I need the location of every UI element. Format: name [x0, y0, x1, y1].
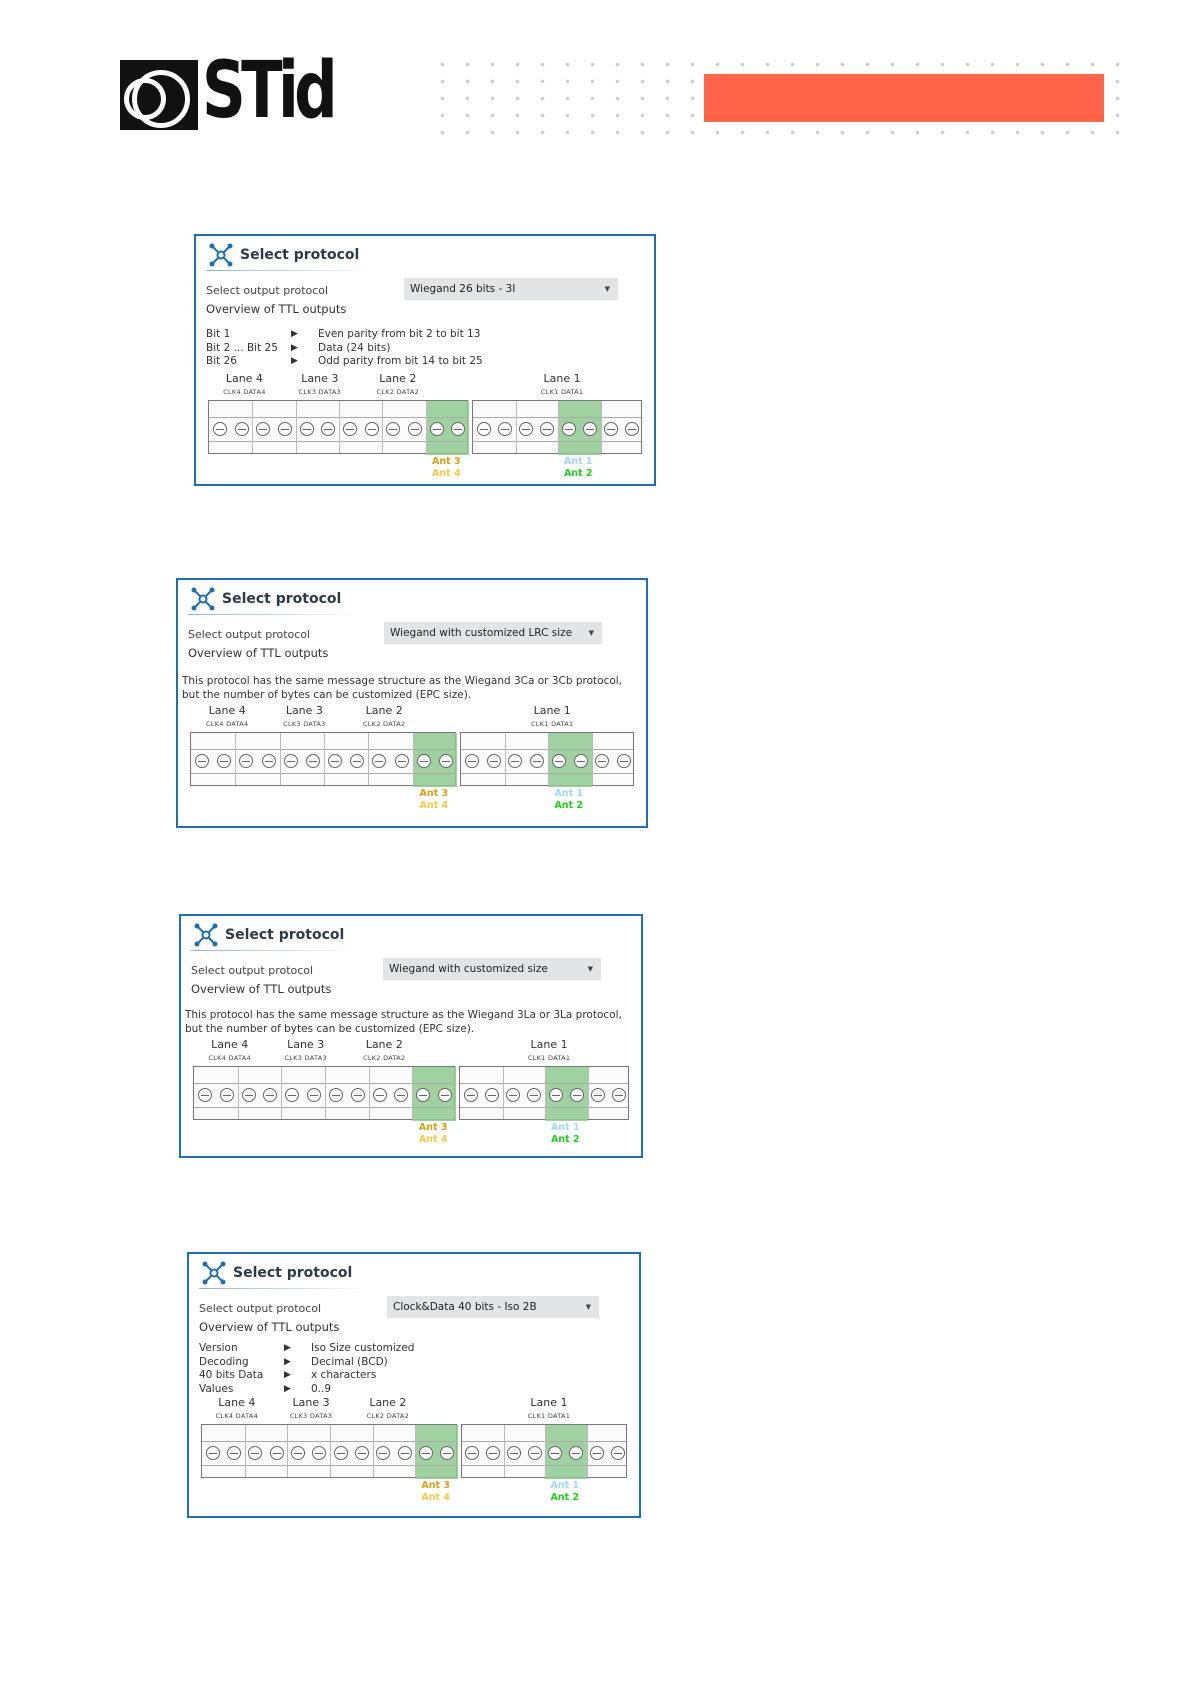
protocol-description: This protocol has the same message structure as the Wiegand 3La or 3La protocol, but the number of bytes can be customized (EPC size).: [185, 1009, 622, 1035]
antenna-label: Ant 1: [563, 456, 593, 467]
block-bottom-edge: [194, 1107, 454, 1108]
stid-logo: [120, 46, 360, 136]
terminal-screw: [570, 1088, 584, 1102]
protocol-dropdown-value: Wiegand 26 bits - 3I: [410, 283, 516, 295]
block-top-edge: [194, 1083, 454, 1084]
block-divider: [412, 1067, 413, 1119]
block-top-edge: [473, 417, 641, 418]
detail-value: Data (24 bits): [318, 341, 391, 354]
overview-label: Overview of TTL outputs: [199, 1320, 340, 1334]
antenna-label: Ant 2: [550, 1492, 580, 1503]
terminal-screw: [617, 754, 631, 768]
select-protocol-label: Select output protocol: [188, 628, 311, 641]
lane-label: Lane 2: [365, 704, 403, 717]
detail-key: Bit 26: [206, 355, 237, 367]
ttl-connector-diagram: [190, 704, 634, 814]
title-underline: [206, 270, 376, 271]
lane-signals: CLK1 DATA1: [527, 1412, 571, 1420]
terminal-screw: [372, 754, 386, 768]
protocol-panel: [176, 578, 648, 828]
terminal-screw: [355, 1446, 369, 1460]
terminal-block-left: [208, 400, 468, 454]
panel-header: [193, 920, 344, 950]
antenna-label: Ant 2: [554, 800, 584, 811]
block-divider: [339, 401, 340, 453]
block-bottom-edge: [462, 1465, 626, 1466]
lane-label: Lane 3: [285, 704, 323, 717]
block-divider: [413, 733, 414, 785]
terminal-screw: [285, 1088, 299, 1102]
terminal-block-right: [461, 1424, 627, 1478]
antenna-label: Ant 2: [550, 1134, 580, 1145]
title-underline: [199, 1288, 369, 1289]
lane-label: Lane 3: [287, 1038, 325, 1051]
block-divider: [592, 733, 593, 785]
block-divider: [382, 401, 383, 453]
antenna-label: Ant 1: [550, 1480, 580, 1491]
block-divider: [325, 1067, 326, 1119]
terminal-block-right: [460, 732, 634, 786]
terminal-screw: [307, 1088, 321, 1102]
terminal-screw: [328, 754, 342, 768]
select-protocol-label: Select output protocol: [191, 964, 314, 977]
terminal-screw: [506, 1088, 520, 1102]
block-divider: [281, 1067, 282, 1119]
panel-title: Select protocol: [240, 247, 360, 263]
lane-label: Lane 3: [301, 372, 339, 385]
chevron-down-icon: ▼: [588, 629, 594, 637]
terminal-screw: [530, 754, 544, 768]
block-top-edge: [460, 1083, 628, 1084]
terminal-screw: [300, 422, 314, 436]
block-divider: [245, 1425, 246, 1477]
terminal-screw: [507, 1446, 521, 1460]
terminal-screw: [487, 754, 501, 768]
terminal-screw: [198, 1088, 212, 1102]
terminal-screw: [217, 754, 231, 768]
terminal-screw: [438, 1088, 452, 1102]
block-top-edge: [461, 749, 633, 750]
terminal-screw: [498, 422, 512, 436]
lane-label: Lane 2: [365, 1038, 403, 1051]
overview-label: Overview of TTL outputs: [191, 982, 332, 996]
block-divider: [504, 1425, 505, 1477]
lane-label: Lane 4: [211, 1038, 249, 1051]
terminal-screw: [419, 1446, 433, 1460]
lane-signals: CLK4 DATA4: [223, 388, 266, 396]
terminal-screw: [306, 754, 320, 768]
lane-signals: CLK4 DATA4: [208, 1054, 251, 1062]
terminal-screw: [574, 754, 588, 768]
terminal-screw: [590, 1446, 604, 1460]
block-divider: [426, 401, 427, 453]
terminal-screw: [464, 1088, 478, 1102]
terminal-screw: [239, 754, 253, 768]
terminal-screw: [256, 422, 270, 436]
block-divider: [369, 1067, 370, 1119]
lane-signals: CLK2 DATA2: [376, 388, 420, 396]
protocol-hub-icon: [208, 242, 234, 268]
block-bottom-edge: [461, 773, 633, 774]
block-divider: [516, 401, 517, 453]
block-divider: [330, 1425, 331, 1477]
ttl-connector-diagram: [208, 372, 642, 482]
block-divider: [368, 733, 369, 785]
terminal-screw: [612, 1088, 626, 1102]
block-divider: [296, 401, 297, 453]
lane-label: Lane 1: [530, 1396, 568, 1409]
terminal-screw: [528, 1446, 542, 1460]
terminal-screw: [527, 1088, 541, 1102]
protocol-dropdown-value: Wiegand with customized size: [389, 963, 548, 975]
terminal-screw: [270, 1446, 284, 1460]
terminal-screw: [278, 422, 292, 436]
terminal-screw: [486, 1446, 500, 1460]
lane-label: Lane 1: [533, 704, 571, 717]
antenna-label: Ant 4: [432, 468, 461, 479]
terminal-screw: [350, 754, 364, 768]
terminal-screw: [519, 422, 533, 436]
play-icon: ▶: [284, 1383, 291, 1394]
protocol-hub-icon: [201, 1260, 227, 1286]
block-divider: [415, 1425, 416, 1477]
block-divider: [238, 1067, 239, 1119]
block-divider: [373, 1425, 374, 1477]
terminal-screw: [591, 1088, 605, 1102]
chevron-down-icon: ▼: [587, 965, 593, 973]
play-icon: ▶: [284, 1356, 291, 1367]
lane-signals: CLK3 DATA3: [289, 1412, 333, 1420]
block-divider: [587, 1425, 588, 1477]
title-underline: [188, 614, 358, 615]
lane-label: Lane 4: [218, 1396, 256, 1409]
lane-signals: CLK3 DATA3: [283, 720, 326, 728]
terminal-screw: [465, 754, 479, 768]
protocol-dropdown[interactable]: [384, 622, 602, 644]
panel-title: Select protocol: [225, 927, 345, 943]
detail-value: 0..9: [311, 1382, 332, 1395]
terminal-screw: [625, 422, 639, 436]
lane-signals: CLK4 DATA4: [205, 720, 249, 728]
block-divider: [252, 401, 253, 453]
ttl-connector-diagram: [193, 1038, 629, 1148]
detail-key: 40 bits Data: [199, 1369, 264, 1381]
terminal-screw: [291, 1446, 305, 1460]
terminal-screw: [351, 1088, 365, 1102]
protocol-description: This protocol has the same message structure as the Wiegand 3Ca or 3Cb protocol, but the number of bytes can be customized (EPC size).: [182, 675, 623, 701]
terminal-screw: [220, 1088, 234, 1102]
terminal-screw: [312, 1446, 326, 1460]
ttl-connector-diagram: [201, 1396, 627, 1506]
block-divider: [545, 1425, 546, 1477]
detail-key: Values: [199, 1382, 234, 1395]
lane-signals: CLK3 DATA3: [284, 1054, 327, 1062]
header-banner: [704, 74, 1104, 122]
antenna-label: Ant 3: [419, 788, 449, 799]
terminal-screw: [262, 754, 276, 768]
brand-name: STid: [202, 46, 334, 136]
terminal-screw: [611, 1446, 625, 1460]
terminal-screw: [334, 1446, 348, 1460]
terminal-screw: [248, 1446, 262, 1460]
terminal-screw: [263, 1088, 277, 1102]
play-icon: ▶: [284, 1343, 291, 1353]
protocol-hub-icon: [190, 586, 216, 612]
chevron-down-icon: ▼: [585, 1303, 591, 1311]
lane-signals: CLK1 DATA1: [527, 1054, 571, 1062]
block-top-edge: [202, 1441, 456, 1442]
terminal-screw: [213, 422, 227, 436]
terminal-block-left: [201, 1424, 457, 1478]
protocol-panel: [194, 234, 656, 486]
block-bottom-edge: [191, 773, 455, 774]
antenna-label: Ant 4: [419, 800, 449, 811]
lane-label: Lane 1: [543, 372, 581, 385]
terminal-screw: [329, 1088, 343, 1102]
panel-header: [190, 584, 341, 614]
detail-key: Version: [199, 1342, 238, 1354]
block-bottom-edge: [460, 1107, 628, 1108]
lane-signals: CLK3 DATA3: [298, 388, 342, 396]
terminal-screw: [242, 1088, 256, 1102]
play-icon: ▶: [291, 329, 298, 339]
block-top-edge: [462, 1441, 626, 1442]
protocol-dropdown[interactable]: [383, 958, 601, 980]
terminal-screw: [430, 422, 444, 436]
lane-label: Lane 1: [530, 1038, 568, 1051]
overview-label: Overview of TTL outputs: [188, 646, 329, 660]
terminal-screw: [540, 422, 554, 436]
overview-label: Overview of TTL outputs: [206, 302, 347, 316]
terminal-screw: [549, 1088, 563, 1102]
terminal-screw: [386, 422, 400, 436]
antenna-label: Ant 1: [554, 788, 584, 799]
block-divider: [324, 733, 325, 785]
block-bottom-edge: [202, 1465, 456, 1466]
block-divider: [545, 1067, 546, 1119]
panel-header: [201, 1258, 352, 1288]
terminal-screw: [408, 422, 422, 436]
terminal-block-right: [459, 1066, 629, 1120]
detail-value: Odd parity from bit 14 to bit 25: [318, 355, 483, 367]
select-protocol-label: Select output protocol: [206, 284, 329, 297]
logo-mark: [120, 60, 198, 130]
antenna-label: Ant 3: [432, 456, 461, 467]
terminal-screw: [365, 422, 379, 436]
terminal-screw: [562, 422, 576, 436]
antenna-label: Ant 4: [418, 1134, 448, 1145]
terminal-screw: [235, 422, 249, 436]
protocol-details: [206, 328, 644, 369]
lane-label: Lane 3: [292, 1396, 330, 1409]
terminal-screw: [508, 754, 522, 768]
block-bottom-edge: [473, 441, 641, 442]
terminal-screw: [477, 422, 491, 436]
block-divider: [548, 733, 549, 785]
lane-signals: CLK2 DATA2: [362, 720, 406, 728]
lane-signals: CLK2 DATA2: [366, 1412, 410, 1420]
play-icon: ▶: [284, 1370, 291, 1380]
lane-label: Lane 2: [369, 1396, 407, 1409]
select-protocol-label: Select output protocol: [199, 1302, 322, 1315]
terminal-screw: [485, 1088, 499, 1102]
terminal-screw: [343, 422, 357, 436]
terminal-block-left: [193, 1066, 455, 1120]
terminal-screw: [398, 1446, 412, 1460]
terminal-screw: [227, 1446, 241, 1460]
chevron-down-icon: ▼: [604, 285, 610, 293]
play-icon: ▶: [291, 342, 298, 353]
lane-signals: CLK1 DATA1: [530, 720, 574, 728]
terminal-screw: [321, 422, 335, 436]
terminal-block-right: [472, 400, 642, 454]
lane-label: Lane 4: [225, 372, 263, 385]
terminal-screw: [376, 1446, 390, 1460]
lane-signals: CLK2 DATA2: [362, 1054, 406, 1062]
terminal-screw: [552, 754, 566, 768]
protocol-panel: [187, 1252, 641, 1518]
block-top-edge: [191, 749, 455, 750]
block-divider: [503, 1067, 504, 1119]
protocol-hub-icon: [193, 922, 219, 948]
protocol-dropdown-value: Wiegand with customized LRC size: [390, 627, 573, 639]
antenna-label: Ant 1: [550, 1122, 580, 1133]
block-divider: [235, 733, 236, 785]
block-divider: [287, 1425, 288, 1477]
detail-value: Decimal (BCD): [311, 1355, 388, 1368]
protocol-panel: [179, 914, 643, 1158]
play-icon: ▶: [291, 356, 298, 366]
protocol-details: [199, 1342, 629, 1396]
panel-title: Select protocol: [233, 1265, 353, 1281]
detail-key: Decoding: [199, 1355, 249, 1368]
title-underline: [191, 950, 361, 951]
antenna-label: Ant 2: [563, 468, 593, 479]
terminal-screw: [583, 422, 597, 436]
detail-key: Bit 2 ... Bit 25: [206, 341, 278, 354]
lane-label: Lane 2: [379, 372, 417, 385]
protocol-dropdown[interactable]: [387, 1296, 599, 1318]
terminal-screw: [206, 1446, 220, 1460]
block-divider: [601, 401, 602, 453]
lane-label: Lane 4: [208, 704, 246, 717]
terminal-screw: [195, 754, 209, 768]
lane-signals: CLK4 DATA4: [215, 1412, 259, 1420]
block-top-edge: [209, 417, 467, 418]
terminal-screw: [439, 754, 453, 768]
block-divider: [558, 401, 559, 453]
block-divider: [505, 733, 506, 785]
protocol-dropdown[interactable]: [404, 278, 618, 300]
block-divider: [280, 733, 281, 785]
detail-value: x characters: [311, 1369, 377, 1381]
terminal-screw: [465, 1446, 479, 1460]
block-bottom-edge: [209, 441, 467, 442]
antenna-label: Ant 3: [421, 1480, 450, 1491]
antenna-label: Ant 3: [418, 1122, 448, 1133]
terminal-screw: [284, 754, 298, 768]
panel-title: Select protocol: [222, 591, 342, 607]
terminal-block-left: [190, 732, 456, 786]
lane-signals: CLK1 DATA1: [540, 388, 584, 396]
terminal-screw: [417, 754, 431, 768]
block-divider: [588, 1067, 589, 1119]
terminal-screw: [373, 1088, 387, 1102]
terminal-screw: [394, 1088, 408, 1102]
antenna-label: Ant 4: [421, 1492, 450, 1503]
detail-value: Even parity from bit 2 to bit 13: [318, 328, 481, 340]
terminal-screw: [604, 422, 618, 436]
detail-key: Bit 1: [206, 328, 231, 340]
terminal-screw: [595, 754, 609, 768]
protocol-dropdown-value: Clock&Data 40 bits - Iso 2B: [393, 1301, 537, 1313]
terminal-screw: [395, 754, 409, 768]
panel-header: [208, 240, 359, 270]
detail-value: Iso Size customized: [311, 1342, 415, 1354]
